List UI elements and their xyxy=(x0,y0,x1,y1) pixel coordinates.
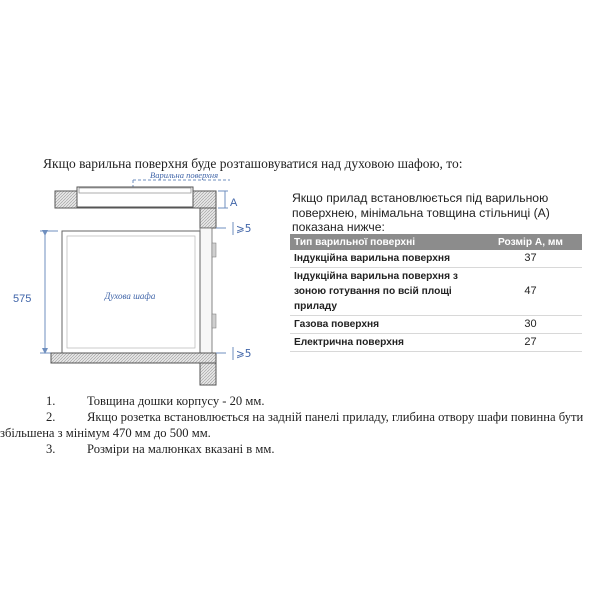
note-item xyxy=(0,409,590,441)
row-value: 27 xyxy=(479,334,582,352)
row-value: 37 xyxy=(479,250,582,268)
note-item xyxy=(0,393,590,409)
gap-top-label: ⩾5 xyxy=(236,223,252,235)
gap-bottom-label: ⩾5 xyxy=(236,348,252,360)
hob-label: Варильна поверхня xyxy=(150,170,219,180)
upper-rail xyxy=(200,208,216,228)
oven-handle-bottom xyxy=(212,314,216,328)
table-row xyxy=(290,268,582,316)
row-type: Індукційна варильна поверхня з зоною готування по всій площі приладу xyxy=(290,268,479,316)
hob-thickness-table xyxy=(290,234,582,352)
note-text: Якщо розетка встановлюється на задній панелі приладу, глибина отвору шафи повинна бути збільшена з мінімум 470 мм до 500 мм. xyxy=(0,410,584,440)
row-type: Газова поверхня xyxy=(290,316,479,334)
oven-handle-top xyxy=(212,243,216,257)
oven-label: Духова шафа xyxy=(104,291,156,301)
row-value: 47 xyxy=(479,268,582,316)
note-text: Товщина дошки корпусу - 20 мм. xyxy=(87,394,265,408)
oven-door xyxy=(200,228,212,353)
dim-a-label: A xyxy=(230,197,238,209)
countertop-note: Якщо прилад встановлюється під варильною поверхнею, мінімальна товщина стільниці (A) показана нижче: xyxy=(292,191,550,234)
notes-list xyxy=(0,393,590,457)
bottom-shelf xyxy=(51,353,216,363)
note-number: 3. xyxy=(46,442,56,456)
note-number: 1. xyxy=(46,394,56,408)
note-item xyxy=(0,441,590,457)
lower-rail xyxy=(200,363,216,385)
table-row xyxy=(290,316,582,334)
note-number: 2. xyxy=(46,410,56,424)
intro-text: Якщо варильна поверхня буде розташовуватися над духовою шафою, то: xyxy=(43,156,463,171)
hob-body xyxy=(79,188,191,193)
header-hob-type: Тип варильної поверхні xyxy=(290,234,479,250)
table-row xyxy=(290,250,582,268)
note-text: Розміри на малюнках вказані в мм. xyxy=(87,442,275,456)
table-header-row xyxy=(290,234,582,250)
row-type: Індукційна варильна поверхня xyxy=(290,250,479,268)
row-value: 30 xyxy=(479,316,582,334)
row-type: Електрична поверхня xyxy=(290,334,479,352)
header-size-a: Розмір А, мм xyxy=(479,234,582,250)
dim-575-label: 575 xyxy=(13,293,32,305)
table-row xyxy=(290,334,582,352)
